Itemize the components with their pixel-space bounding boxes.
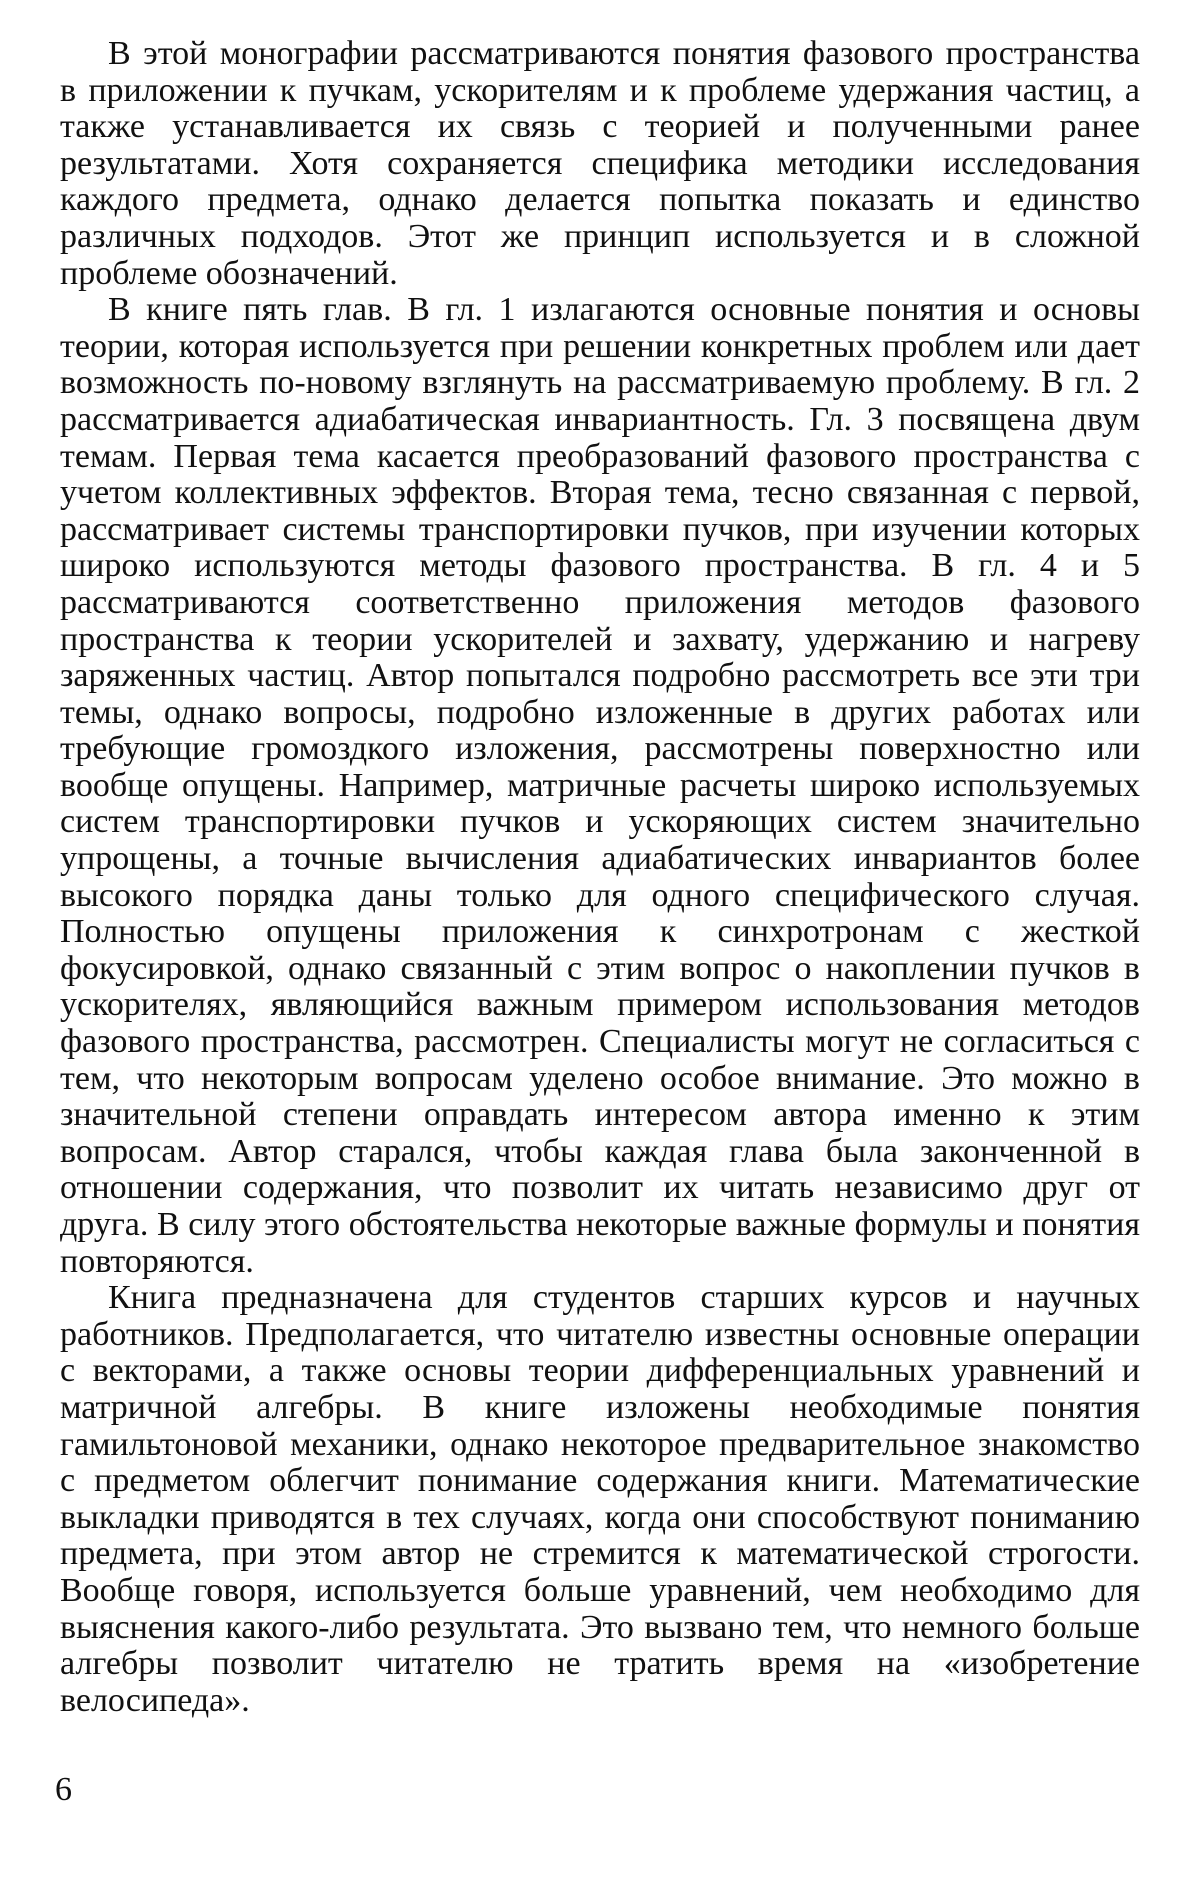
paragraph-audience: Книга предназначена для студентов старших курсов и научных работников. Предполагается, что читателю известны основные операции с векторами, а также основы теории дифференциальных уравнений и матричной алгебры. В книге изложены необходимые понятия гамильтоновой механики, однако некоторое предварительное знакомство с предметом облегчит понимание содержания книги. Математические выкладки приводятся в тех случаях, когда они способствуют пониманию предмета, при этом автор не стремится к математической строгости. Вообще говоря, используется больше уравнений, чем необходимо для выяснения какого-либо результата. Это вызвано тем, что немного больше алгебры позволит читателю не тратить время на «изобретение велосипеда». xyxy=(60,1279,1140,1719)
paragraph-chapters: В книге пять глав. В гл. 1 излагаются основные понятия и основы теории, которая используется при решении конкретных проблем или дает возможность по-новому взглянуть на рассматриваемую проблему. В гл. 2 рассматривается адиабатическая инвариантность. Гл. 3 посвящена двум темам. Первая тема касается преобразований фазового пространства с учетом коллективных эффектов. Вторая тема, тесно связанная с первой, рассматривает системы транспортировки пучков, при изучении которых широко используются методы фазового пространства. В гл. 4 и 5 рассматриваются соответственно приложения методов фазового пространства к теории ускорителей и захвату, удержанию и нагреву заряженных частиц. Автор попытался подробно рассмотреть все эти три темы, однако вопросы, подробно изложенные в других работах или требующие громоздкого изложения, рассмотрены поверхностно или вообще опущены. Например, матричные расчеты широко используемых систем транспортировки пучков и ускоряющих систем значительно упрощены, а точные вычисления адиабатических инвариантов более высокого порядка даны только для одного специфического случая. Полностью опущены приложения к синхротронам с жесткой фокусировкой, однако связанный с этим вопрос о накоплении пучков в ускорителях, являющийся важным примером использования методов фазового пространства, рассмотрен. Специалисты могут не согласиться с тем, что некоторым вопросам уделено особое внимание. Это можно в значительной степени оправдать интересом автора именно к этим вопросам. Автор старался, чтобы каждая глава была законченной в отношении содержания, что позволит их читать независимо друг от друга. В силу этого обстоятельства некоторые важные формулы и понятия повторяются. xyxy=(60,291,1140,1280)
page-body xyxy=(60,36,1140,1719)
paragraph-intro: В этой монографии рассматриваются понятия фазового пространства в приложении к пучкам, ускорителям и к проблеме удержания частиц, а также устанавливается их связь с теорией и полученными ранее результатами. Хотя сохраняется специфика методики исследования каждого предмета, однако делается попытка показать и единство различных подходов. Этот же принцип используется и в сложной проблеме обозначений. xyxy=(60,35,1140,292)
page-number: 6 xyxy=(55,1771,72,1808)
